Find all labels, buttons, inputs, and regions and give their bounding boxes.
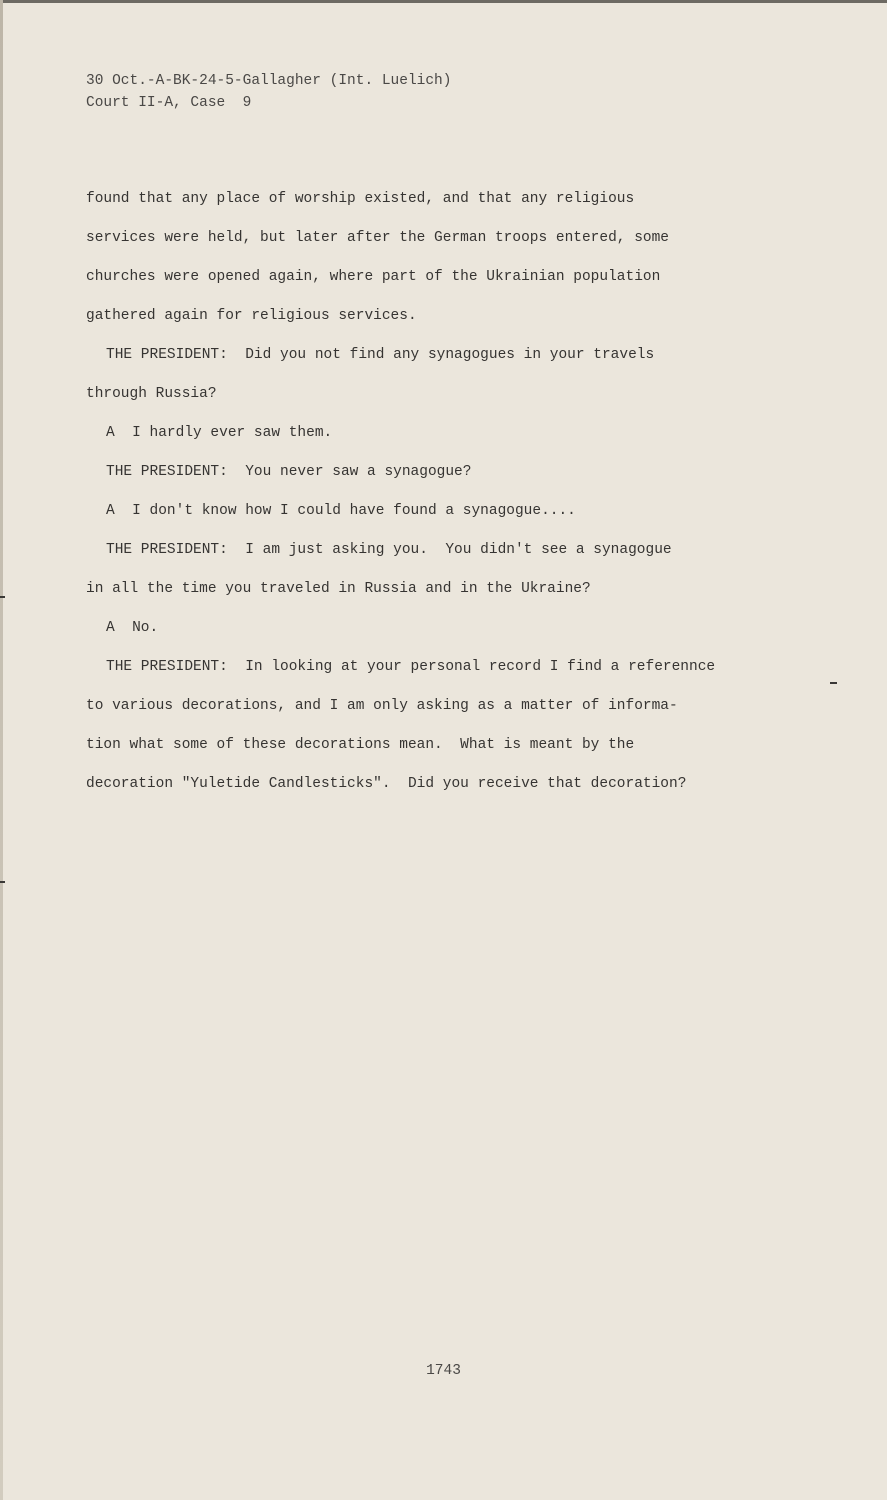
left-margin-mark	[0, 596, 5, 598]
transcript-line: THE PRESIDENT: Did you not find any synagogues in your travels	[106, 347, 655, 363]
transcript-line: tion what some of these decorations mean. What is meant by the	[86, 737, 635, 753]
transcript-line: in all the time you traveled in Russia and in the Ukraine?	[86, 581, 591, 597]
transcript-line: gathered again for religious services.	[86, 308, 417, 324]
header-line-1: 30 Oct.-A-BK-24-5-Gallagher (Int. Luelich)	[86, 73, 452, 89]
transcript-line: THE PRESIDENT: I am just asking you. You didn't see a synagogue	[106, 542, 672, 558]
transcript-line: found that any place of worship existed, and that any religious	[86, 191, 635, 207]
transcript-line: to various decorations, and I am only asking as a matter of informa-	[86, 698, 678, 714]
transcript-line: A I hardly ever saw them.	[106, 425, 333, 441]
right-margin-mark	[830, 682, 837, 684]
transcript-line: THE PRESIDENT: You never saw a synagogue?	[106, 464, 472, 480]
page-top-edge	[0, 0, 887, 3]
transcript-line: churches were opened again, where part of the Ukrainian population	[86, 269, 661, 285]
transcript-line: THE PRESIDENT: In looking at your personal record I find a referennce	[106, 659, 716, 675]
document-header	[86, 70, 451, 114]
left-margin-mark	[0, 881, 5, 883]
header-line-2: Court II-A, Case 9	[86, 95, 252, 111]
transcript-line: decoration "Yuletide Candlesticks". Did you receive that decoration?	[86, 776, 687, 792]
transcript-line: A I don't know how I could have found a synagogue....	[106, 503, 576, 519]
transcript-line: through Russia?	[86, 386, 217, 402]
transcript-line: A No.	[106, 620, 159, 636]
page-left-edge	[0, 0, 3, 1500]
transcript-body	[86, 186, 806, 810]
page-number: 1743	[426, 1363, 461, 1379]
transcript-line: services were held, but later after the German troops entered, some	[86, 230, 669, 246]
